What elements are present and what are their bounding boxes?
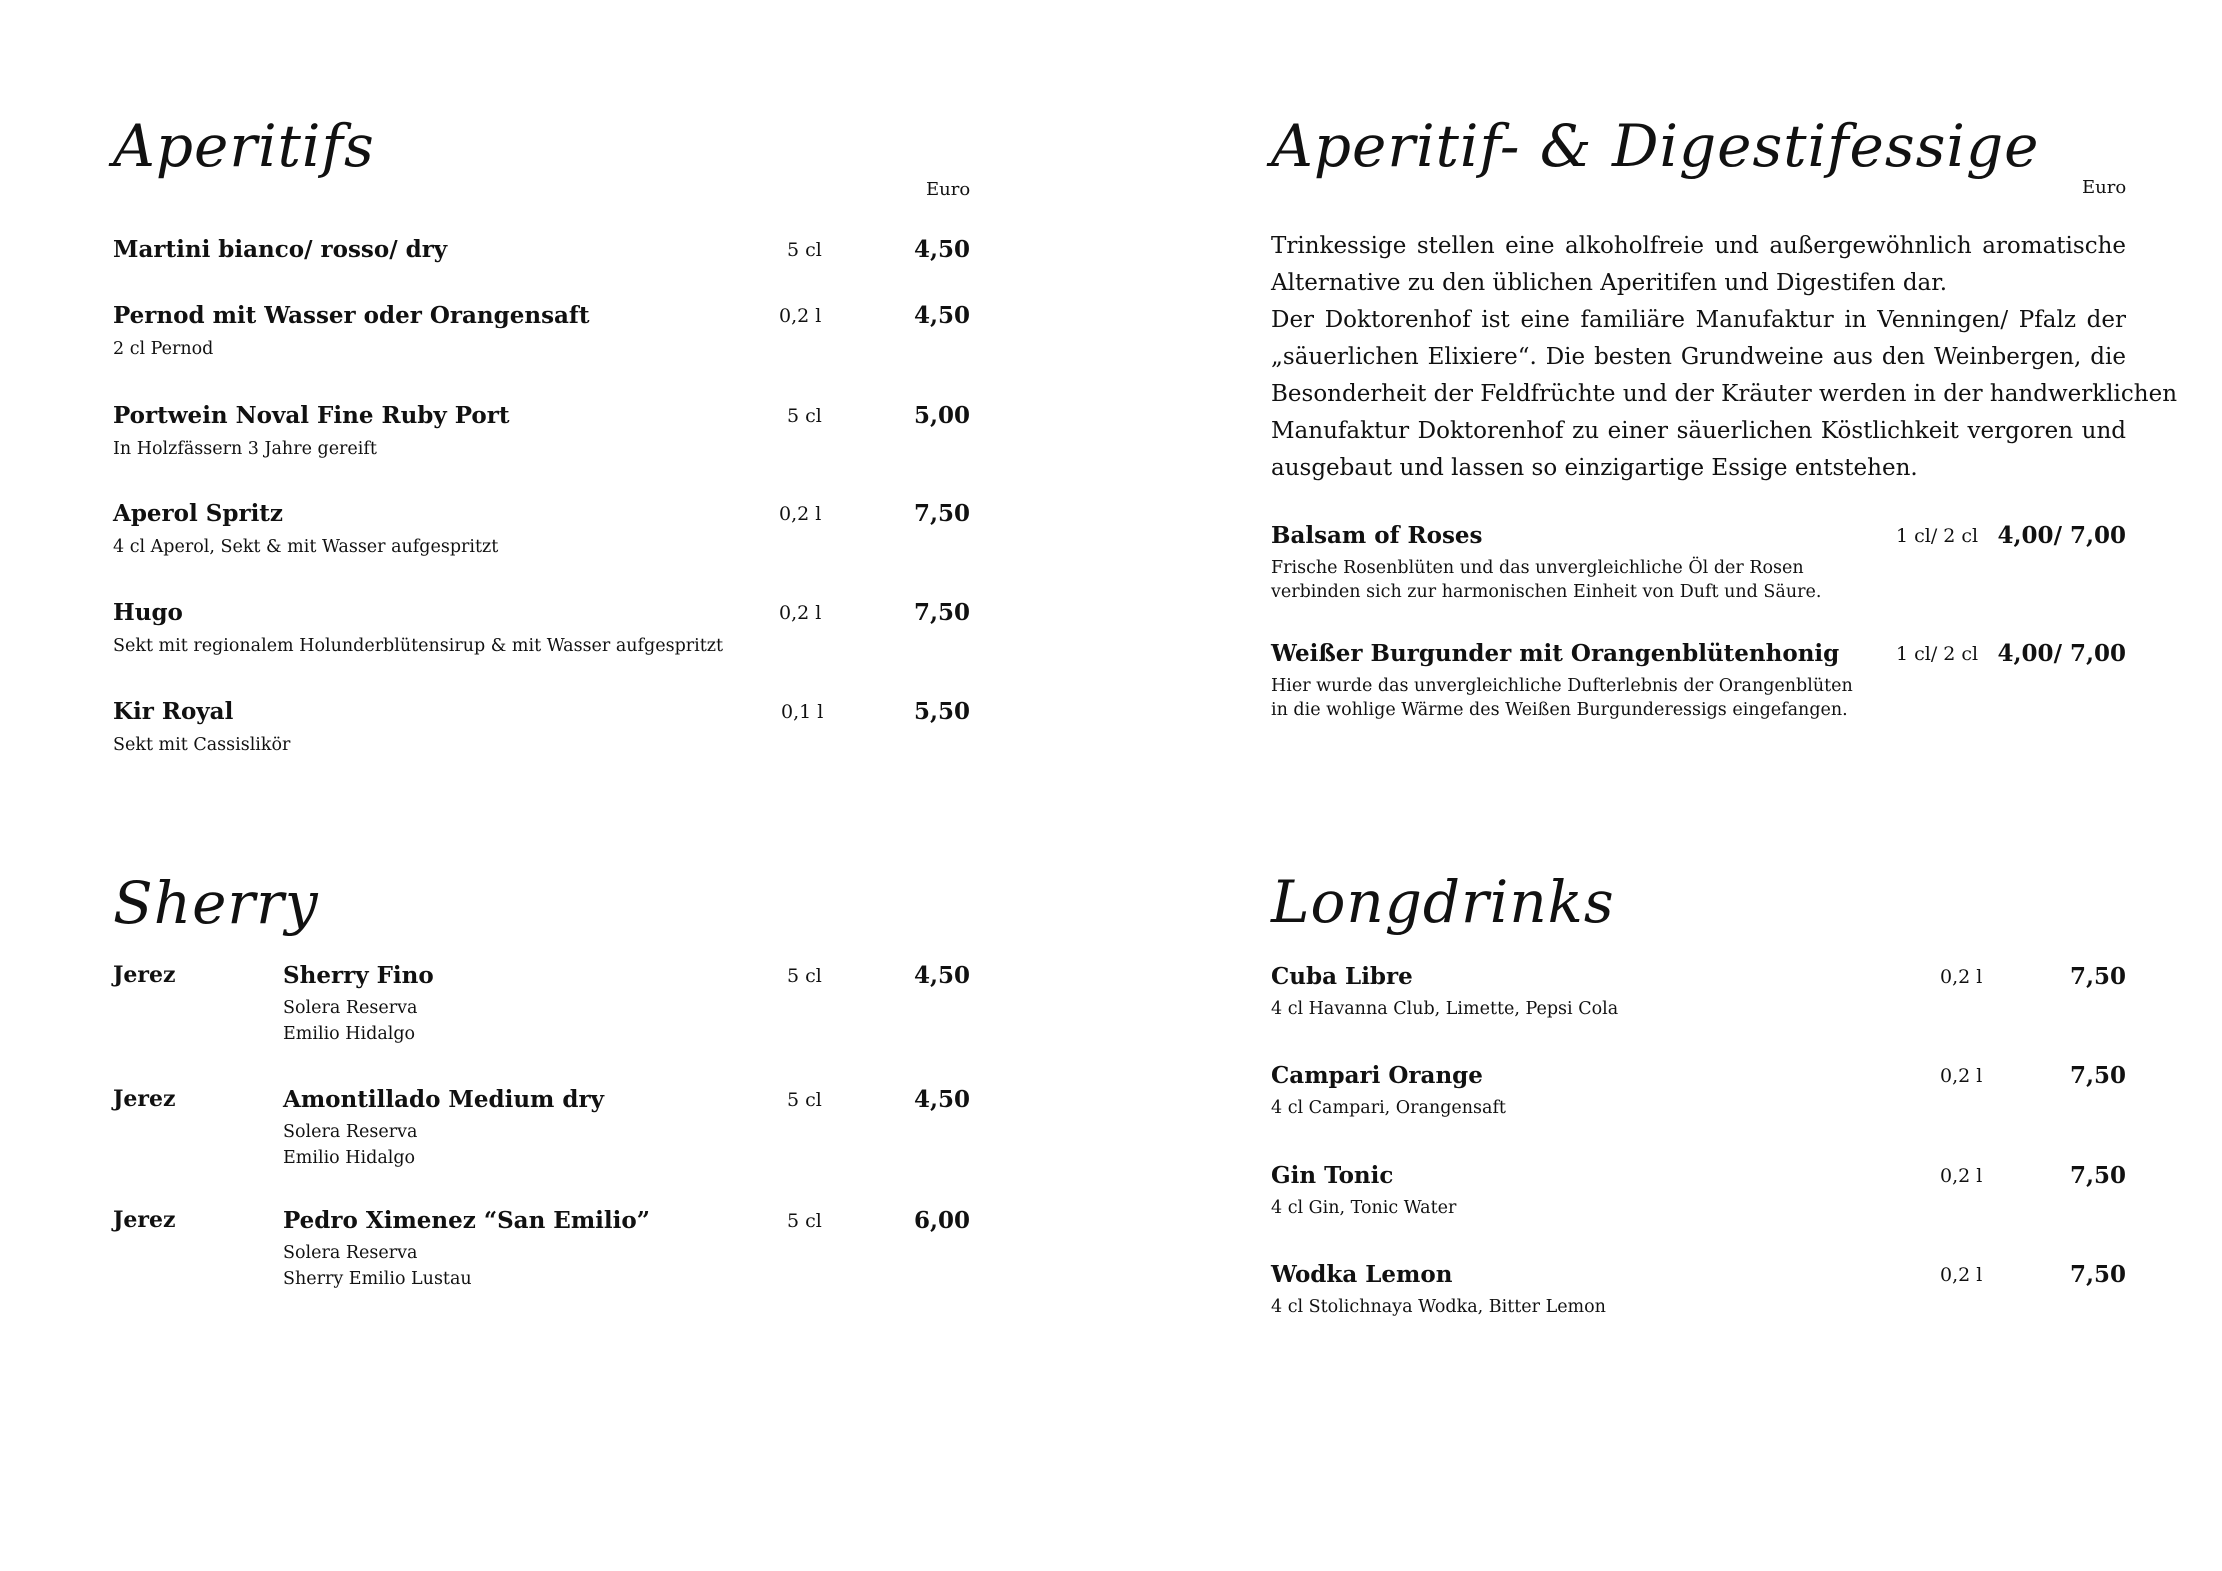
intro-line: Der Doktorenhof ist eine familiäre Manufaktur in Venningen/ Pfalz der (1271, 307, 2126, 333)
item-description: Frische Rosenblüten und das unvergleichliche Öl der Rosen (1271, 558, 1804, 578)
item-volume: 0,2 l (1940, 1065, 1983, 1087)
item-description: Solera Reserva (283, 1243, 418, 1263)
item-description: Solera Reserva (283, 1122, 418, 1142)
item-description: Hier wurde das unvergleichliche Dufterlebnis der Orangenblüten (1271, 676, 1853, 696)
menu-item (0, 1207, 1111, 1297)
item-description: 4 cl Stolichnaya Wodka, Bitter Lemon (1271, 1297, 1606, 1317)
item-name: Gin Tonic (1271, 1162, 1394, 1189)
item-description: 4 cl Campari, Orangensaft (1271, 1098, 1506, 1118)
intro-line: Alternative zu den üblichen Aperitifen und Digestifen dar. (1271, 270, 1948, 296)
menu-item (1111, 522, 2222, 612)
item-name: Amontillado Medium dry (283, 1086, 604, 1113)
longdrinks-section (1111, 800, 2222, 1400)
item-description: Solera Reserva (283, 998, 418, 1018)
item-name: Campari Orange (1271, 1062, 1483, 1089)
item-price: 4,00/ 7,00 (1997, 522, 2126, 549)
item-volume: 0,2 l (1940, 1264, 1983, 1286)
intro-line: Trinkessige stellen eine alkoholfreie und außergewöhnlich aromatische (1271, 233, 2126, 259)
item-price: 6,00 (913, 1207, 970, 1234)
item-description: 4 cl Havanna Club, Limette, Pepsi Cola (1271, 999, 1619, 1019)
item-description: verbinden sich zur harmonischen Einheit von Duft und Säure. (1271, 582, 1822, 602)
item-price: 4,50 (913, 236, 970, 263)
item-volume: 5 cl (787, 1089, 822, 1111)
item-origin: Jerez (113, 1207, 176, 1233)
menu-item (0, 962, 1111, 1052)
aperitifs-section (0, 0, 1111, 800)
item-volume: 5 cl (787, 405, 822, 427)
euro-label: Euro (2082, 177, 2127, 198)
item-price: 7,50 (913, 599, 970, 626)
item-price: 7,50 (913, 500, 970, 527)
item-volume: 0,1 l (781, 701, 824, 723)
item-description: Sekt mit Cassislikör (113, 735, 291, 755)
item-description: in die wohlige Wärme des Weißen Burgunderessigs eingefangen. (1271, 700, 1848, 720)
item-name: Martini bianco/ rosso/ dry (113, 236, 448, 263)
item-price: 4,00/ 7,00 (1997, 640, 2126, 667)
item-volume: 5 cl (787, 239, 822, 261)
menu-item (0, 402, 1111, 462)
item-name: Cuba Libre (1271, 963, 1413, 990)
item-price: 4,50 (913, 302, 970, 329)
item-name: Sherry Fino (283, 962, 434, 989)
item-name: Pedro Ximenez “San Emilio” (283, 1207, 650, 1234)
item-name: Balsam of Roses (1271, 522, 1483, 549)
section-title-longdrinks: Longdrinks (1271, 868, 1615, 936)
section-title-essige: Aperitif- & Digestifessige (1271, 112, 2040, 180)
menu-item (1111, 963, 2222, 1023)
item-volume: 1 cl/ 2 cl (1896, 643, 1979, 665)
section-title-aperitifs: Aperitifs (113, 112, 375, 180)
intro-line: Besonderheit der Feldfrüchte und der Kräuter werden in der handwerklichen (1271, 381, 2178, 407)
menu-item (0, 500, 1111, 560)
item-price: 4,50 (913, 962, 970, 989)
sherry-section (0, 800, 1111, 1400)
intro-line: Manufaktur Doktorenhof zu einer säuerlichen Köstlichkeit vergoren und (1271, 418, 2126, 444)
item-name: Pernod mit Wasser oder Orangensaft (113, 302, 590, 329)
item-price: 5,00 (913, 402, 970, 429)
item-price: 7,50 (2069, 1162, 2126, 1189)
menu-item (1111, 1162, 2222, 1222)
item-name: Hugo (113, 599, 183, 626)
item-origin: Jerez (113, 962, 176, 988)
item-name: Kir Royal (113, 698, 234, 725)
item-volume: 5 cl (787, 1210, 822, 1232)
menu-item (0, 599, 1111, 659)
item-name: Aperol Spritz (113, 500, 283, 527)
item-volume: 0,2 l (779, 305, 822, 327)
item-name: Wodka Lemon (1271, 1261, 1453, 1288)
item-volume: 1 cl/ 2 cl (1896, 525, 1979, 547)
menu-item (0, 1086, 1111, 1176)
menu-item (0, 236, 1111, 276)
menu-item (0, 698, 1111, 758)
item-volume: 5 cl (787, 965, 822, 987)
item-price: 4,50 (913, 1086, 970, 1113)
item-volume: 0,2 l (1940, 966, 1983, 988)
item-description: Emilio Hidalgo (283, 1148, 416, 1168)
intro-line: „säuerlichen Elixiere“. Die besten Grundweine aus den Weinbergen, die (1271, 344, 2126, 370)
item-description: Emilio Hidalgo (283, 1024, 416, 1044)
item-volume: 0,2 l (779, 602, 822, 624)
item-volume: 0,2 l (1940, 1165, 1983, 1187)
item-description: Sherry Emilio Lustau (283, 1269, 472, 1289)
item-description: 4 cl Gin, Tonic Water (1271, 1198, 1457, 1218)
item-name: Portwein Noval Fine Ruby Port (113, 402, 510, 429)
item-price: 7,50 (2069, 963, 2126, 990)
menu-item (1111, 640, 2222, 730)
item-origin: Jerez (113, 1086, 176, 1112)
item-price: 7,50 (2069, 1062, 2126, 1089)
item-price: 5,50 (913, 698, 970, 725)
item-description: 2 cl Pernod (113, 339, 214, 359)
item-name: Weißer Burgunder mit Orangenblütenhonig (1271, 640, 1840, 667)
item-description: Sekt mit regionalem Holunderblütensirup & mit Wasser aufgespritzt (113, 636, 724, 656)
menu-item (1111, 1261, 2222, 1321)
item-price: 7,50 (2069, 1261, 2126, 1288)
item-volume: 0,2 l (779, 503, 822, 525)
essige-section (1111, 0, 2222, 800)
menu-item (0, 302, 1111, 362)
euro-label: Euro (926, 179, 971, 200)
item-description: In Holzfässern 3 Jahre gereift (113, 439, 377, 459)
item-description: 4 cl Aperol, Sekt & mit Wasser aufgespritzt (113, 537, 499, 557)
section-title-sherry: Sherry (113, 869, 319, 937)
intro-line: ausgebaut und lassen so einzigartige Essige entstehen. (1271, 455, 1918, 481)
menu-item (1111, 1062, 2222, 1122)
